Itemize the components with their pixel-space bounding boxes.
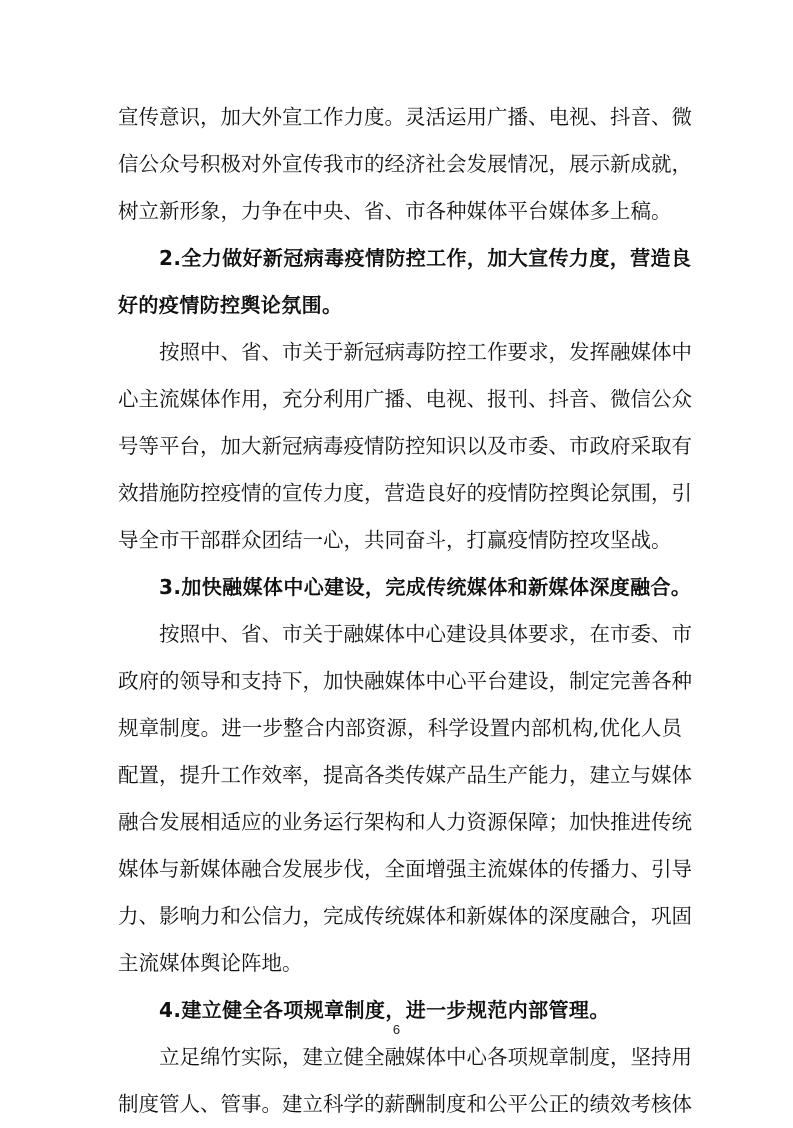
section-heading	[118, 235, 692, 329]
text-line: 主流媒体舆论阵地。	[118, 951, 303, 975]
text-line: 效措施防控疫情的宣传力度，营造良好的疫情防控舆论氛围，引	[118, 481, 692, 505]
section-heading	[118, 564, 692, 611]
text-line: 立足绵竹实际，建立健全融媒体中心各项规章制度，坚持用	[159, 1045, 692, 1069]
text-line: 力、影响力和公信力，完成传统媒体和新媒体的深度融合，巩固	[118, 904, 692, 928]
text-line: 政府的领导和支持下，加快融媒体中心平台建设，制定完善各种	[118, 669, 692, 693]
text-line: 树立新形象，力争在中央、省、市各种媒体平台媒体多上稿。	[118, 199, 672, 223]
text-line: 心主流媒体作用，充分利用广播、电视、报刊、抖音、微信公众	[118, 387, 692, 411]
heading-line: 3.加快融媒体中心建设，完成传统媒体和新媒体深度融合。	[159, 575, 692, 599]
text-line: 按照中、省、市关于融媒体中心建设具体要求，在市委、市	[159, 622, 692, 646]
body-paragraph	[118, 611, 692, 987]
text-line: 信公众号积极对外宣传我市的经济社会发展情况，展示新成就，	[118, 152, 692, 176]
text-line: 制度管人、管事。建立科学的薪酬制度和公平公正的绩效考核体	[118, 1092, 692, 1116]
body-paragraph	[118, 1034, 692, 1128]
body-paragraph	[118, 94, 692, 235]
text-line: 配置，提升工作效率，提高各类传媒产品生产能力，建立与媒体	[118, 763, 692, 787]
heading-line: 好的疫情防控舆论氛围。	[118, 293, 343, 317]
text-line: 宣传意识，加大外宣工作力度。灵活运用广播、电视、抖音、微	[118, 105, 692, 129]
text-line: 号等平台，加大新冠病毒疫情防控知识以及市委、市政府采取有	[118, 434, 692, 458]
document-body	[118, 94, 692, 1128]
heading-line: 2.全力做好新冠病毒疫情防控工作，加大宣传力度，营造良	[159, 246, 692, 270]
text-line: 规章制度。进一步整合内部资源，科学设置内部机构,优化人员	[118, 716, 682, 740]
page-number: 6	[392, 1022, 401, 1037]
text-line: 媒体与新媒体融合发展步伐，全面增强主流媒体的传播力、引导	[118, 857, 692, 881]
heading-line: 4.建立健全各项规章制度，进一步规范内部管理。	[159, 998, 610, 1022]
text-line: 导全市干部群众团结一心，共同奋斗，打赢疫情防控攻坚战。	[118, 528, 672, 552]
text-line: 按照中、省、市关于新冠病毒防控工作要求，发挥融媒体中	[159, 340, 692, 364]
text-line: 融合发展相适应的业务运行架构和人力资源保障；加快推进传统	[118, 810, 692, 834]
body-paragraph	[118, 329, 692, 564]
